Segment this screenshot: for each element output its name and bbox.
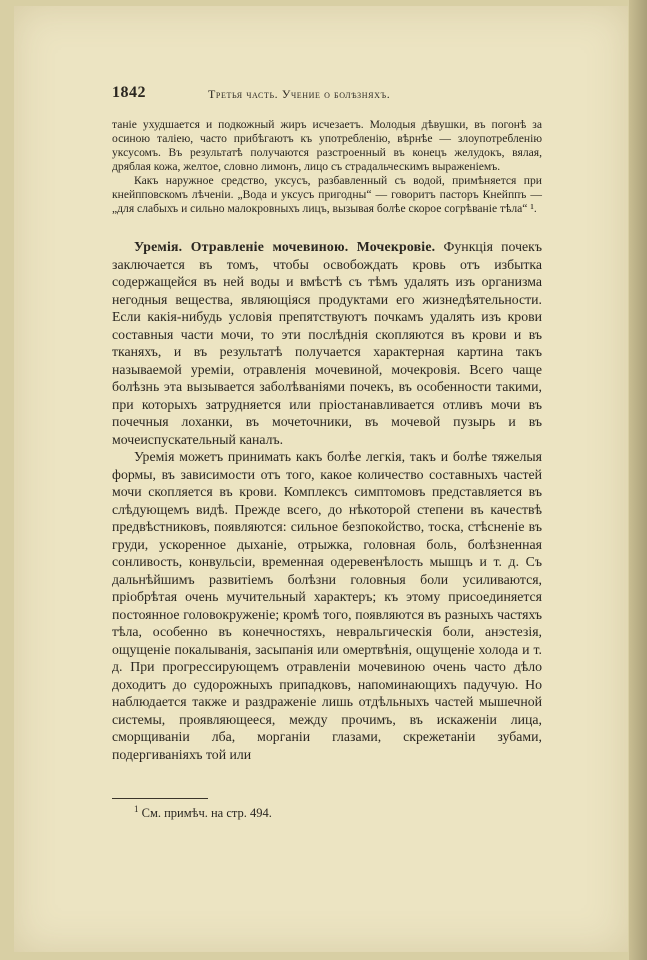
section-title: Уремія. Отравленіе мочевиною. Мочекровіе. [134,239,436,254]
footnote-divider [112,798,208,799]
intro-paragraph-2: Какъ наружное средство, уксусъ, разбавленный съ водой, примѣняется при кнейпповскомъ лѣченіи. „Вода и уксусъ пригодны“ — говоритъ пасторъ Кнейппъ — „для слабыхъ и сильно малокровныхъ лицъ, вызывая болѣе скорое согрѣваніе тѣла“ ¹. [112,174,542,215]
running-title: Третья часть. Учение о болѣзняхъ. [208,87,391,101]
main-text [112,238,542,763]
section-paragraph-1-text: Функція почекъ заключается въ томъ, чтобы освобождать кровь отъ избытка содержащейся въ ней воды и вмѣстѣ съ тѣмъ удалять изъ организма негодныя вещества, являющіяся продуктами его жизнедѣятельности. Если какія-нибудь условія препятствуютъ почкамъ удалять изъ крови составныя части мочи, то эти послѣднія скопляются въ крови и въ тканяхъ, и въ результатѣ получается характерная картина такъ называемой уреміи, отравленія мочевиной, мочекровія. Всего чаще болѣзнь эта вызывается заболѣваніями почекъ, въ особенности такими, при которыхъ затрудняется или пріостанавливается отливъ мочи въ почечныя лоханки, въ мочеточники, въ мочевой пузырь и въ мочеиспускательный каналъ. [112,239,542,447]
page-header [112,84,542,106]
footnote-text: См. примѣч. на стр. 494. [138,806,272,821]
section-paragraph-2: Уремія можетъ принимать какъ болѣе легкія, такъ и болѣе тяжелыя формы, въ зависимости отъ того, какое количество составныхъ частей мочи скопляется въ крови. Комплексъ симптомовъ представляется въ слѣдующемъ видѣ. Прежде всего, до нѣкоторой степени въ качествѣ предвѣстниковъ, появляются: сильное безпокойство, тоска, стѣсненіе въ груди, ускоренное дыханіе, отрыжка, головная боль, болѣзненная сонливость, конвульсіи, временная одеревенѣлость мышцъ и т. д. Съ дальнѣйшимъ развитіемъ болѣзни головныя боли усиливаются, пріобрѣтая очень мучительный характеръ; къ этому присоединяется постоянное головокруженіе; кромѣ того, появляются въ разныхъ частяхъ тѣла, особенно въ конечностяхъ, невральгическія боли, анэстезія, ощущеніе покалыванія, засыпанія или омертвѣнія, ощущеніе холода и т. д. При прогрессирующемъ отравленіи мочевиною очень часто дѣло доходитъ до судорожныхъ припадковъ, напоминающихъ падучую. Но наблюдается также и раздраженіе лишь отдѣльныхъ частей мышечной системы, проявляющееся, между прочимъ, въ искаженіи лица, сморщиваніи лба, морганіи глазами, скрежетаніи зубами, подергиваніяхъ той или [112,449,542,762]
section-paragraph-1 [112,238,542,448]
footnote [134,804,272,821]
intro-text [112,118,542,216]
page-number: 1842 [112,84,146,101]
intro-paragraph-1: таніе ухудшается и подкожный жиръ исчезаетъ. Молодыя дѣвушки, въ погонѣ за осиною таліею, часто прибѣгаютъ къ употребленію, вѣрнѣе — злоупотребленію уксусомъ. Въ результатѣ получаются разстроенный въ конецъ желудокъ, вялая, дряблая кожа, желтое, словно лимонъ, лицо съ страдальческимъ выраженіемъ. [112,118,542,173]
page-edge [629,0,647,960]
footnote-mark: 1 [134,804,139,814]
